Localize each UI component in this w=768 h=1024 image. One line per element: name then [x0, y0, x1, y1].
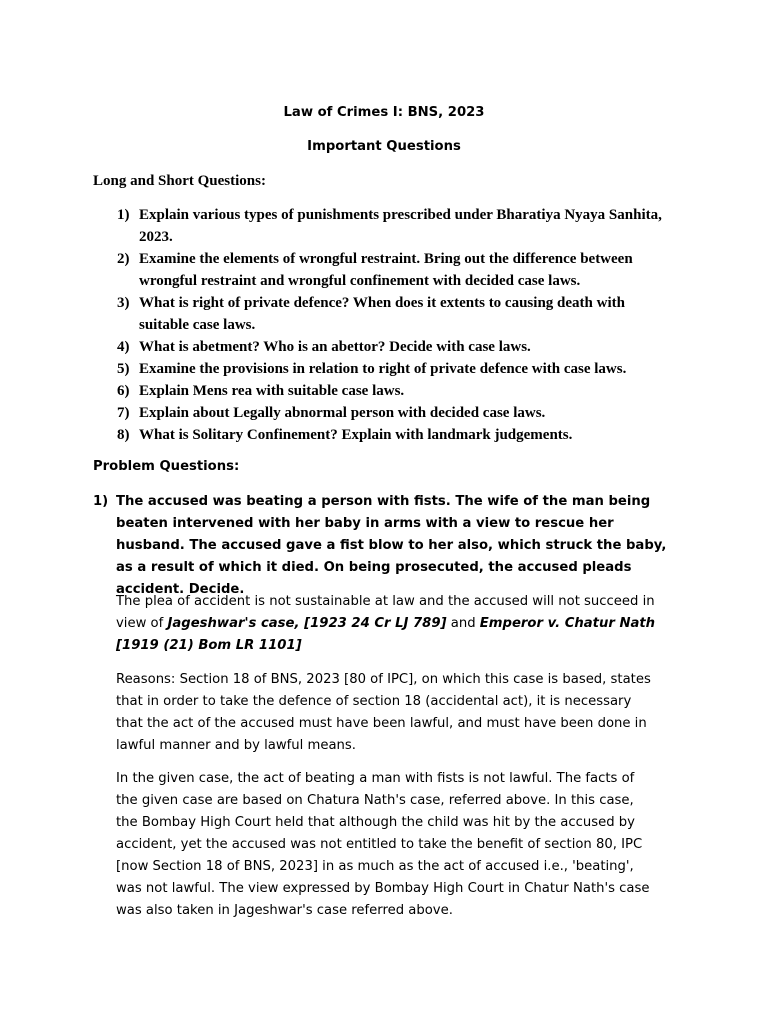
document-subtitle: Important Questions — [307, 139, 461, 154]
list-item — [93, 292, 673, 336]
answer-paragraph-reasons: Reasons: Section 18 of BNS, 2023 [80 of IPC], on which this case is based, states that in order to take the defence of section 18 (accidental act), it is necessary that the act of the accused must have been lawful, and must have been done in lawful manner and by lawful means. — [116, 672, 651, 753]
list-item-text: Explain Mens rea with suitable case laws. — [139, 383, 405, 399]
list-item-text: Examine the provisions in relation to right of private defence with case laws. — [139, 361, 627, 377]
problem-number: 1) — [93, 494, 109, 509]
list-item — [93, 424, 673, 446]
case-citation-jageshwar: Jageshwar's case, [1923 24 Cr LJ 789] — [167, 616, 447, 631]
list-item — [93, 380, 673, 402]
answer-paragraph-analysis: In the given case, the act of beating a man with fists is not lawful. The facts of the given case are based on Chatura Nath's case, referred above. In this case, the Bombay High Court held that although the child was hit by the accused by accident, yet the accused was not entitled to take the benefit of section 80, IPC [now Section 18 of BNS, 2023] in as much as the act of accused i.e., 'beating', was not lawful. The view expressed by Bombay High Court in Chatur Nath's case was also taken in Jageshwar's case referred above. — [116, 771, 650, 918]
list-item-text: Explain various types of punishments prescribed under Bharatiya Nyaya Sanhita, 2023. — [139, 207, 662, 245]
long-short-heading: Long and Short Questions: — [93, 173, 266, 189]
list-item-number: 4) — [117, 339, 130, 355]
list-item-number: 2) — [117, 251, 130, 267]
list-item-number: 8) — [117, 427, 130, 443]
answer-lead-text: The plea of accident is not sustainable at law and the accused will not succeed in view of — [116, 594, 655, 631]
problem-text: The accused was beating a person with fists. The wife of the man being beaten intervened with her baby in arms with a view to rescue her husband. The accused gave a fist blow to her also, which struck the baby, as a result of which it died. On being prosecuted, the accused pleads accident. Decide. — [116, 494, 667, 597]
list-item — [93, 204, 673, 248]
list-item-number: 5) — [117, 361, 130, 377]
list-item-text: Explain about Legally abnormal person with decided case laws. — [139, 405, 546, 421]
long-questions-list — [93, 204, 673, 446]
list-item-number: 6) — [117, 383, 130, 399]
list-item-text: What is abetment? Who is an abettor? Decide with case laws. — [139, 339, 531, 355]
list-item-number: 3) — [117, 295, 130, 311]
list-item — [93, 248, 673, 292]
list-item-text: What is Solitary Confinement? Explain with landmark judgements. — [139, 427, 573, 443]
list-item-number: 1) — [117, 207, 130, 223]
problem-questions-heading: Problem Questions: — [93, 459, 240, 474]
list-item-text: Examine the elements of wrongful restraint. Bring out the difference between wrongful restraint and wrongful confinement with decided case laws. — [139, 251, 633, 289]
list-item — [93, 402, 673, 424]
list-item-number: 7) — [117, 405, 130, 421]
list-item-text: What is right of private defence? When does it extents to causing death with suitable case laws. — [139, 295, 625, 333]
document-title: Law of Crimes I: BNS, 2023 — [283, 105, 485, 120]
problem-question — [93, 491, 683, 601]
list-item — [93, 336, 673, 358]
answer-paragraph-plea — [116, 591, 656, 657]
list-item — [93, 358, 673, 380]
case-citation-chatur-nath: Emperor v. Chatur Nath [1919 (21) Bom LR 1101] — [116, 616, 656, 653]
answer-conjunction: and — [446, 616, 480, 631]
